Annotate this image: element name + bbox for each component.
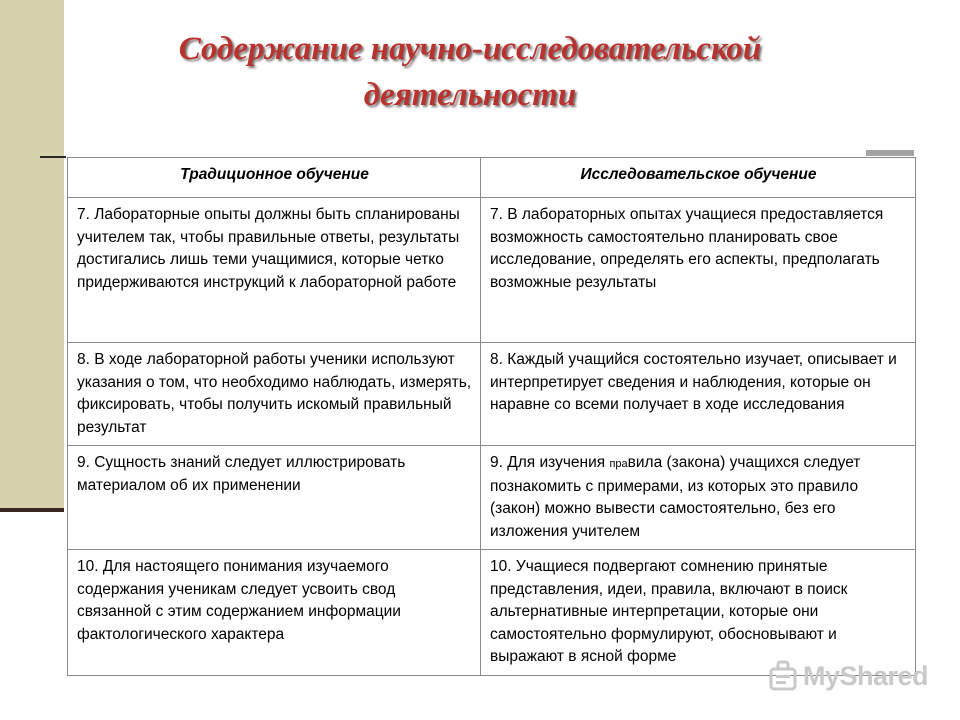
header-research: Исследовательское обучение [481,158,916,198]
cell-research-9-small: пра [609,458,628,470]
left-band-bottom-line [0,508,64,512]
myshared-watermark [767,658,937,694]
table-row [68,446,916,550]
table-row [68,550,916,676]
left-decorative-band [0,0,64,512]
cell-research-9-prefix: 9. Для изучения [490,454,610,471]
table-row [68,198,916,343]
header-traditional: Традиционное обучение [68,158,481,198]
table-header-row [68,158,916,198]
cell-research-8: 8. Каждый учащийся состоятельно изучает, описывает и интерпретирует сведения и наблюдения, которые он наравне со всеми получает в ходе исследования [481,343,916,446]
table-row [68,343,916,446]
cell-traditional-10: 10. Для настоящего понимания изучаемого содержания ученикам следует усвоить свод связанной с этим содержанием информации фактологического характера [68,550,481,676]
cell-research-9-suffix: вила (закона) учащихся следует познакомить с примерами, из которых это правило (закон) можно вывести самостоятельно, без его изложения учителем [490,454,861,540]
myshared-logo-icon [767,659,801,693]
cell-research-9 [481,446,916,550]
cell-traditional-9: 9. Сущность знаний следует иллюстрировать материалом об их применении [68,446,481,550]
table-top-rule-right [866,150,914,156]
slide-title [100,26,840,118]
slide-title-line-2: деятельности [363,77,577,113]
cell-research-10: 10. Учащиеся подвергают сомнению принятые представления, идеи, правила, включают в поиск альтернативные интерпретации, которые они самостоятельно формулируют, обосновывают и выражают в ясной форме [481,550,916,676]
watermark-text: MyShared [803,660,929,691]
table-top-rule-left [40,156,66,158]
cell-research-7: 7. В лабораторных опытах учащиеся предоставляется возможность самостоятельно планировать свое исследование, определять его аспекты, предполагать возможные результаты [481,198,916,343]
cell-traditional-8: 8. В ходе лабораторной работы ученики используют указания о том, что необходимо наблюдать, измерять, фиксировать, чтобы получить искомый правильный результат [68,343,481,446]
cell-traditional-7: 7. Лабораторные опыты должны быть спланированы учителем так, чтобы правильные ответы, результаты достигались лишь теми учащимися, которые четко придерживаются инструкций к лабораторной работе [68,198,481,343]
comparison-table [67,157,916,676]
slide-title-line-1: Содержание научно-исследовательской [178,31,762,67]
